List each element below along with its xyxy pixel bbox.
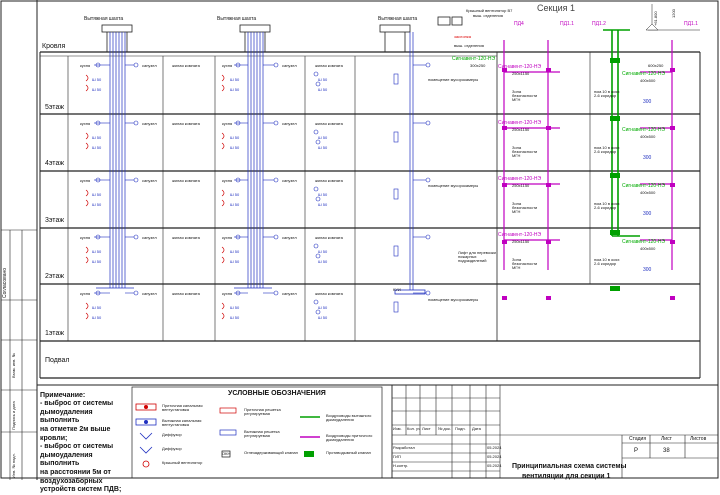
note-line: устройств систем ПДВ; (40, 486, 122, 494)
diffuser-icon (222, 143, 224, 149)
sheet-title-line1: Принципиальная схема системы (512, 463, 627, 470)
grille-icon (274, 63, 278, 67)
diffuser-icon (86, 133, 88, 139)
dimension-1200: 1200 (671, 9, 676, 18)
grille-icon (316, 140, 320, 144)
diffuser-icon (86, 143, 88, 149)
note-line: дымоудаления выполнить (40, 451, 93, 468)
title-block-column-header: Изм. (393, 426, 402, 431)
room-label-living: жилая комната (172, 291, 200, 296)
exhaust-risers (110, 32, 413, 290)
damper-zone-label: выш. отделения (454, 43, 484, 48)
shaft-label: Вытяжная шахта (84, 16, 124, 22)
legend-text: Диффузор (162, 432, 182, 437)
stage-value: Р (634, 448, 639, 454)
valve-tag: Ш 50 (318, 87, 328, 92)
supply-damper-icon (670, 126, 675, 130)
level-label: Кровля (42, 43, 66, 50)
supply-damper-icon (502, 183, 507, 187)
valve-tag: Ш 50 (92, 259, 102, 264)
room-fixtures (86, 58, 675, 319)
grille-icon (274, 235, 278, 239)
title-block-date: 05.2024 (487, 463, 502, 468)
supply-damper-icon (670, 183, 675, 187)
grille-icon (314, 187, 318, 191)
legend-text: Вытяжная решетка регулируемая (244, 429, 280, 438)
room-label-living: жилая комната (172, 178, 200, 183)
fire-valve-size: 400х500 (640, 190, 656, 195)
grille-icon (316, 310, 320, 314)
valve-tag: Ш 50 (92, 249, 102, 254)
riser-tag: ПД1.1 (560, 21, 574, 27)
room-label-bath: санузел (282, 291, 297, 296)
title-block-role: Н.контр. (393, 463, 409, 468)
level-label: Подвал (45, 357, 70, 364)
diffuser-icon (222, 303, 224, 309)
supply-damper-icon (670, 240, 675, 244)
grille-icon (426, 121, 430, 125)
valve-tag: Ш 50 (230, 135, 240, 140)
level-label: 2этаж (45, 273, 65, 280)
grille-icon (426, 291, 430, 295)
valve-tag: Ш 50 (230, 87, 240, 92)
room-label-kitchen: кухня (222, 63, 233, 68)
fire-valve-size: 600х250 (648, 63, 664, 68)
valve-tag: Ш 50 (230, 249, 240, 254)
roof-fan-note2: выш. отделения (473, 13, 503, 18)
grille-icon (314, 244, 318, 248)
fire-valve-size: 300х250 (470, 63, 486, 68)
legend-text: Диффузор (162, 446, 182, 451)
smoke-damper-icon (610, 173, 620, 178)
diffuser-icon (222, 257, 224, 263)
notes-title: Примечание: (40, 392, 86, 399)
valve-tag: Ш 50 (92, 77, 102, 82)
valve-tag: Ш 50 (318, 202, 328, 207)
section-title: Секция 1 (537, 3, 576, 13)
supply-damper-icon (546, 68, 551, 72)
room-label-kitchen: кухня (80, 291, 91, 296)
dimension-300: 300 (643, 267, 652, 273)
room-label-kitchen: кухня (80, 121, 91, 126)
fire-valve-label: Сигнавент-120-НЭ (452, 56, 496, 62)
stage-header: Стадия (629, 436, 647, 442)
smoke-damper-icon (610, 116, 620, 121)
level-label: 3этаж (45, 217, 65, 224)
corridor-label: пом.10 в осях 2-6 коридор (594, 257, 620, 266)
valve-tag: Ш 50 (92, 87, 102, 92)
smoke-damper-icon (610, 286, 620, 291)
fire-valve-label: Сигнавент-120-НЭ (498, 176, 542, 182)
title-block-role: ГИП (393, 454, 401, 459)
legend-text: Воздуховоды вытяжного дымоудаления (326, 413, 372, 422)
valve-tag: Ш 50 (318, 77, 328, 82)
roof-fan-note: Крышный вентилятор В7 (466, 8, 513, 13)
supply-damper-icon (546, 296, 551, 300)
damper-icon (394, 74, 398, 84)
room-label-kitchen: кухня (80, 178, 91, 183)
fire-valve-label: Сигнавент-120-НЭ (622, 183, 666, 189)
room-label-kitchen: кухня (222, 235, 233, 240)
valve-tag: Ш 50 (92, 192, 102, 197)
title-block-date: 05.2024 (487, 454, 502, 459)
exhaust-grille-icon (220, 430, 236, 435)
stamp-approved: Согласовано (2, 267, 8, 298)
supply-damper-icon (502, 126, 507, 130)
floor-grid (40, 52, 700, 378)
valve-tag: Ш 50 (92, 202, 102, 207)
level-label: 1этаж (45, 330, 65, 337)
room-label-living: жилая комната (315, 63, 343, 68)
corridor-label: пом.10 в осях 2-6 коридор (594, 145, 620, 154)
title-block-date: 05.2024 (487, 445, 502, 450)
supply-duct-fan-icon-dot (144, 405, 148, 409)
valve-tag: Ш 50 (318, 135, 328, 140)
valve-tag: Ш 50 (318, 192, 328, 197)
note-line: дымоудаления выполнить (40, 408, 93, 425)
mgn-zone-label: Зона безопасности МГН (512, 89, 538, 102)
top-elevation-mark: +61.800 (653, 11, 658, 26)
grille-icon (426, 235, 430, 239)
note-line: на отметке 2м выше (40, 425, 111, 433)
sheets-header: Листов (690, 436, 707, 442)
valve-tag: Ш 50 (318, 259, 328, 264)
damper-icon (394, 189, 398, 199)
room-label-kitchen: кухня (80, 235, 91, 240)
smoke-damper-icon (610, 58, 620, 63)
valve-tag: Ш 50 (230, 202, 240, 207)
dimension-300: 300 (643, 211, 652, 217)
corridor-label: пом.10 в осях 2-6 коридор (594, 89, 620, 98)
fire-valve-label: Сигнавент-120-НЭ (498, 120, 542, 126)
damper-icon (394, 132, 398, 142)
fire-valve-size: 250х1150 (512, 127, 530, 132)
room-label-kitchen: кухня (222, 291, 233, 296)
diffuser-icon (222, 85, 224, 91)
room-label-kitchen: кухня (222, 121, 233, 126)
room-label-bath: санузел (142, 178, 157, 183)
dimension-300: 300 (643, 99, 652, 105)
level-label: 4этаж (45, 160, 65, 167)
smoke-damper-icon (610, 230, 620, 235)
grille-icon (134, 291, 138, 295)
damper-icon (394, 246, 398, 256)
sheet-header: Лист (661, 436, 672, 442)
stamp-replace-inv: Взам. инв. № (11, 353, 16, 378)
room-label-kitchen: кухня (222, 178, 233, 183)
legend-title: УСЛОВНЫЕ ОБОЗНАЧЕНИЯ (228, 390, 326, 397)
room-label-bath: санузел (282, 63, 297, 68)
note-line: - выброс от системы (40, 400, 114, 408)
diffuser-icon (86, 200, 88, 206)
legend-text: Приточная канальная вентустановка (162, 403, 203, 412)
diffuser-icon (140, 433, 152, 439)
diffuser-icon (86, 190, 88, 196)
title-block-column-header: Кол. уч (407, 426, 421, 431)
fire-valve-size: 400х500 (640, 134, 656, 139)
title-block-column-header: Подп. (455, 426, 466, 431)
fire-valve-label: Сигнавент-120-НЭ (622, 127, 666, 133)
lift-label: Лифт для перевозки пожарных подразделений (458, 250, 496, 263)
room-label-kitchen: кухня (80, 63, 91, 68)
diffuser-icon (222, 190, 224, 196)
valve-tag: Ш 50 (318, 315, 328, 320)
room-label-bath: санузел (142, 121, 157, 126)
room-label-bath: санузел (282, 178, 297, 183)
supply-damper-icon (670, 296, 675, 300)
trash-room-label: помещение мусорокамеры (428, 77, 479, 82)
stamp-orig-inv: Инв. № подл. (11, 453, 16, 478)
note-line: кровли; (40, 434, 68, 442)
legend-text: Крышный вентилятор (162, 460, 203, 465)
shaft-label: Вытяжная шахта (378, 16, 418, 22)
riser-tag: ПД4 (514, 21, 524, 27)
room-label-living: жилая комната (172, 63, 200, 68)
shaft-label: Вытяжная шахта (217, 16, 257, 22)
valve-tag: Ш 50 (92, 315, 102, 320)
fire-valve-label: Сигнавент-120-НЭ (498, 232, 542, 238)
supply-damper-icon (502, 296, 507, 300)
grille-icon (134, 178, 138, 182)
room-label-living: жилая комната (172, 121, 200, 126)
diffuser-icon (222, 133, 224, 139)
roof-fan-icon (143, 461, 149, 467)
sheet-number: 38 (663, 448, 670, 454)
diffuser-icon (86, 303, 88, 309)
grille-icon (134, 121, 138, 125)
notes-block (40, 392, 130, 495)
valve-tag: Ш 50 (318, 145, 328, 150)
damper-icon (394, 302, 398, 312)
roof-shafts (102, 17, 462, 52)
okn-label: ОКН (222, 451, 231, 456)
trash-room-label: помещение мусорокамеры (428, 297, 479, 302)
smoke-damper-icon (304, 451, 314, 457)
diffuser-icon (86, 85, 88, 91)
diffuser-icon (222, 75, 224, 81)
diffuser-icon (140, 447, 152, 453)
grille-icon (426, 63, 430, 67)
legend-text: Огнезадерживающий клапан (244, 450, 298, 455)
legend-text: Воздуховоды приточного дымоудаления (326, 433, 373, 442)
grille-icon (274, 178, 278, 182)
fire-valve-label: Сигнавент-120-НЭ (622, 71, 666, 77)
valve-tag: Ш 50 (230, 315, 240, 320)
mgn-zone-label: Зона безопасности МГН (512, 257, 538, 270)
diffuser-icon (222, 247, 224, 253)
room-label-living: жилая комната (172, 235, 200, 240)
valve-tag: Ш 50 (230, 145, 240, 150)
legend-text: Противодымный клапан (326, 450, 371, 455)
room-label-living: жилая комната (315, 178, 343, 183)
fire-valve-size: 400х500 (640, 246, 656, 251)
grille-icon (134, 63, 138, 67)
diffuser-icon (86, 257, 88, 263)
valve-tag: Ш 50 (92, 305, 102, 310)
note-line: воздухозаборных (40, 477, 103, 485)
title-block-column-header: Лист (422, 426, 431, 431)
corridor-label: пом.10 в осях 2-6 коридор (594, 201, 620, 210)
grille-icon (316, 197, 320, 201)
valve-tag: Ш 50 (318, 305, 328, 310)
supply-damper-icon (546, 183, 551, 187)
title-block-column-header: Дата (472, 426, 481, 431)
sheet-title-line2: вентиляции для секции 1 (522, 473, 611, 480)
title-block-column-header: № док. (438, 426, 451, 431)
supply-grille-icon (220, 408, 236, 413)
stamp-sign-date: Подпись и дата (11, 401, 16, 430)
diffuser-icon (86, 75, 88, 81)
room-label-living: жилая комната (315, 291, 343, 296)
room-label-bath: санузел (142, 291, 157, 296)
room-label-bath: санузел (142, 235, 157, 240)
grille-icon (314, 72, 318, 76)
note-line: на расстоянии 5м от (40, 468, 111, 476)
fire-valve-size: 250х1150 (512, 239, 530, 244)
legend-text: Вытяжная канальная вентустановка (162, 418, 202, 427)
supply-damper-icon (502, 240, 507, 244)
supply-damper-icon (546, 126, 551, 130)
legend-text: Приточная решетка регулируемая (244, 407, 281, 416)
diffuser-icon (222, 200, 224, 206)
supply-damper-icon (670, 68, 675, 72)
supply-damper-icon (546, 240, 551, 244)
trash-room-label: помещение мусорокамеры (428, 183, 479, 188)
riser-tag: ПД1.1 (684, 21, 698, 27)
valve-tag: Ш 50 (92, 145, 102, 150)
level-label: 5этаж (45, 104, 65, 111)
note-line: - выброс от системы (40, 443, 114, 451)
fire-valve-size: 250х1150 (512, 71, 530, 76)
grille-icon (134, 235, 138, 239)
valve-tag: Ш 50 (92, 135, 102, 140)
fire-valve-label: Сигнавент-120-НЭ (622, 239, 666, 245)
grille-icon (274, 121, 278, 125)
riser-tag: ПД1.2 (592, 21, 606, 27)
room-label-bath: санузел (142, 63, 157, 68)
title-block-role: Разработал (393, 445, 415, 450)
room-label-living: жилая комната (315, 235, 343, 240)
exhaust-duct-fan-icon-dot (144, 420, 148, 424)
mgn-zone-label: Зона безопасности МГН (512, 201, 538, 214)
room-label-living: жилая комната (315, 121, 343, 126)
grille-icon (314, 300, 318, 304)
fire-valve-size: 400х500 (640, 78, 656, 83)
dimension-300: 300 (643, 155, 652, 161)
valve-tag: Ш 50 (230, 305, 240, 310)
valve-tag: Ш 50 (230, 77, 240, 82)
valve-tag: Ш 50 (230, 259, 240, 264)
valve-tag: Ш 50 (230, 192, 240, 197)
valve-tag: Ш 50 (318, 249, 328, 254)
grille-icon (274, 291, 278, 295)
fire-valve-size: 250х1150 (512, 183, 530, 188)
grille-icon (316, 254, 320, 258)
grille-icon (316, 82, 320, 86)
mgn-zone-label: Зона безопасности МГН (512, 145, 538, 158)
diffuser-icon (86, 313, 88, 319)
fire-valve-label: Сигнавент-120-НЭ (498, 64, 542, 70)
room-label-bath: санузел (282, 235, 297, 240)
grille-icon (426, 178, 430, 182)
diffuser-icon (222, 313, 224, 319)
room-label-bath: санузел (282, 121, 297, 126)
diffuser-icon (86, 247, 88, 253)
damper-label: заслонка (454, 34, 471, 39)
grille-icon (314, 130, 318, 134)
kuu-label: КУИ (393, 287, 401, 292)
